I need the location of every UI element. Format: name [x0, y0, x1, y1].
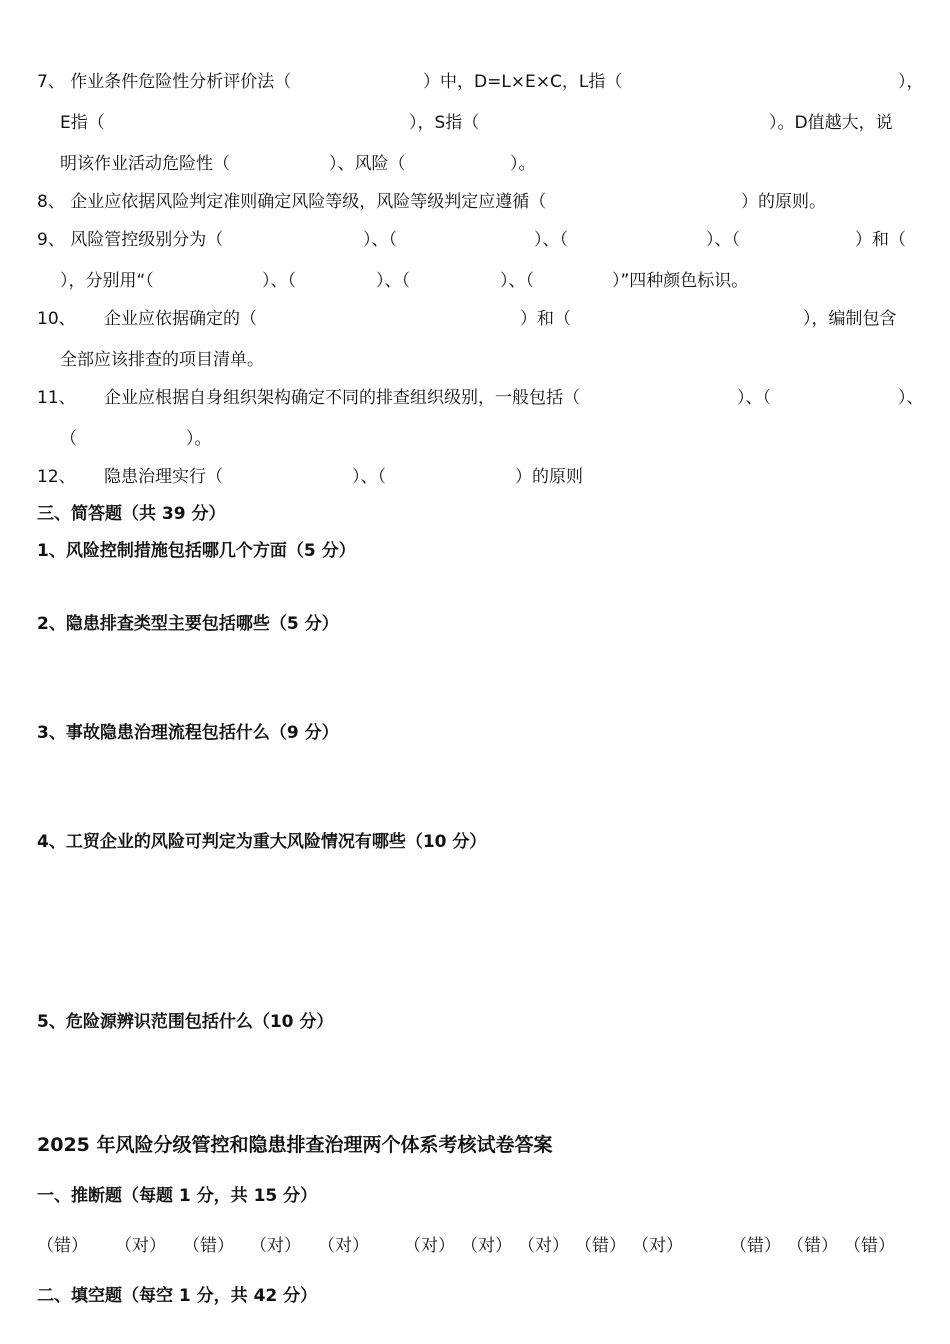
- q9-text: 9、 风险管控级别分为（: [37, 230, 224, 250]
- q10-text: ），编制包含: [803, 309, 897, 329]
- q9-text: ）、（: [534, 230, 568, 250]
- answer-cell: （错）: [730, 1236, 781, 1256]
- q8-text: ）的原则。: [741, 192, 826, 212]
- exam-page: 7、 作业条件危险性分析评价法（ ）中，D=L×E×C，L指（ ）， E指（ ），S指（ ）。D值越大，说 明该作业活动危险性（ ）、风险（ ）。 8、 企业应依据风险判定准则确定风险等级，风险等级判定应遵循（ ）的原则。 9、 风险管控级别分为（ ）、（ ）、（ ）、（ ）和（ ），分别用“（ ）、（ ）、（ ）、（ ）”四种颜色标识。 10、 企业应依据确定的（ ）和（ ），编制包含 全部应该排查的项目清单。 11、 企业应根据自身组织架构确定不同的排查组织级别，一般包括（ ）、（ ）、 （ ）。 12、 隐患治理实行（ ）、（ ）的原则 三、简答题（共 39 分） 1、风险控制措施包括哪几个方面（5 分） 2、隐患排查类型主要包括哪些（5 分） 3、事故隐患治理流程包括什么（9 分） 4、工贸企业的风险可判定为重大风险情况有哪些（10 分） 5、危险源辨识范围包括什么（10 分） 2025 年风险分级管控和隐患排查治理两个体系考核试卷答案 一、推断题（每题 1 分，共 15 分） （错） （对） （错） （对） （对） （对） （对） （对） （错） （对） （错） （错） （错） 二、填空题（每空 1 分，共 42 分）: [37, 72, 924, 1306]
- q9-text: ）、（: [500, 271, 534, 291]
- answer-cell: （对）: [404, 1236, 455, 1256]
- q10-number: 10、: [37, 309, 76, 329]
- q9-text: ）、（: [376, 271, 410, 291]
- q10-text: 企业应依据确定的（: [104, 309, 257, 329]
- q9-text: ）、（: [363, 230, 397, 250]
- answer-cell: （错）: [844, 1236, 895, 1256]
- q7-text: ）中，D=L×E×C，L指（: [423, 72, 623, 92]
- answer-cell: （对）: [250, 1236, 301, 1256]
- q12-number: 12、: [37, 467, 76, 487]
- answer-cell: （对）: [318, 1236, 369, 1256]
- q10-text: ）和（: [520, 309, 571, 329]
- q11-text: ）、: [898, 388, 924, 408]
- q7-text: 明该作业活动危险性（: [60, 154, 230, 174]
- answer-cell: （错）: [183, 1236, 234, 1256]
- q7-text: ）。D值越大，说: [769, 113, 893, 133]
- answer-cell: （错）: [575, 1236, 626, 1256]
- answer-cell: （对）: [461, 1236, 512, 1256]
- q11-text: ）、（: [737, 388, 771, 408]
- q9-text: ）、（: [262, 271, 296, 291]
- q11-text: （: [60, 429, 77, 449]
- answer-cell: （对）: [518, 1236, 569, 1256]
- q7-text: ），: [898, 72, 924, 92]
- answer-cell: （错）: [787, 1236, 838, 1256]
- q7-text: 7、 作业条件危险性分析评价法（: [37, 72, 292, 92]
- q7-text: ）、风险（: [329, 154, 406, 174]
- q11-text: 企业应根据自身组织架构确定不同的排查组织级别，一般包括（: [104, 388, 580, 408]
- q9-text: ），分别用“（: [60, 271, 154, 291]
- q11-text: ）。: [186, 429, 212, 449]
- q8-text: 8、 企业应依据风险判定准则确定风险等级，风险等级判定应遵循（: [37, 192, 547, 212]
- answer-cell: （对）: [115, 1236, 166, 1256]
- q12-text: ）的原则: [515, 467, 583, 487]
- q11-number: 11、: [37, 388, 76, 408]
- q7-text: E指（: [60, 113, 105, 133]
- answer-cell: （错）: [37, 1236, 88, 1256]
- q9-text: ）和（: [855, 230, 906, 250]
- q12-text: 隐患治理实行（: [104, 467, 223, 487]
- q9-text: ）、（: [706, 230, 740, 250]
- q7-text: ）。: [510, 154, 536, 174]
- q7-text: ），S指（: [409, 113, 480, 133]
- q9-text: ）”四种颜色标识。: [612, 271, 749, 291]
- q12-text: ）、（: [352, 467, 386, 487]
- q10-text: 全部应该排查的项目清单。: [60, 350, 264, 370]
- answer-cell: （对）: [632, 1236, 683, 1256]
